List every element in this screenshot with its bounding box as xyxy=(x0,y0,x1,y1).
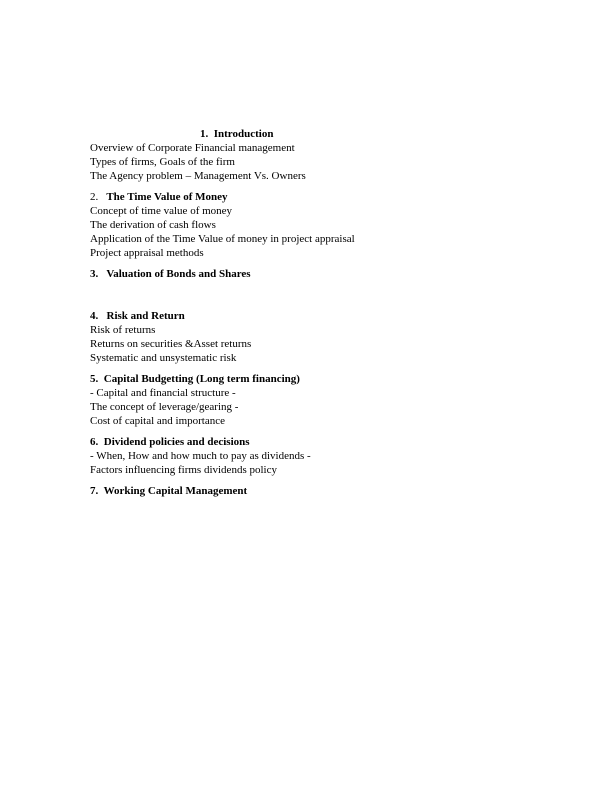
section-item: Factors influencing firms dividends policy xyxy=(90,464,277,476)
section-item: Concept of time value of money xyxy=(90,205,233,217)
section-number: 4. xyxy=(90,310,99,322)
section-number: 1. xyxy=(200,128,209,140)
section-working-capital xyxy=(90,484,530,498)
section-item: Returns on securities &Asset returns xyxy=(90,338,252,350)
section-title: Valuation of Bonds and Shares xyxy=(106,268,251,280)
section-heading xyxy=(90,309,530,323)
section-number: 6. xyxy=(90,436,99,448)
section-number: 7. xyxy=(90,485,99,497)
section-heading xyxy=(90,127,530,141)
section-heading xyxy=(90,267,530,281)
section-introduction xyxy=(90,127,530,183)
section-heading xyxy=(90,435,530,449)
section-title: Working Capital Management xyxy=(103,485,248,497)
section-title: Capital Budgetting (Long term financing) xyxy=(103,373,300,385)
section-item: Application of the Time Value of money in project appraisal xyxy=(90,233,355,245)
course-outline xyxy=(90,127,530,498)
section-item: The derivation of cash flows xyxy=(90,219,216,231)
section-item: - Capital and financial structure - xyxy=(90,387,236,399)
section-title: Introduction xyxy=(213,128,274,140)
section-heading xyxy=(90,484,530,498)
section-heading xyxy=(90,190,530,204)
section-item: - When, How and how much to pay as dividends - xyxy=(90,450,311,462)
section-title: Dividend policies and decisions xyxy=(103,436,250,448)
section-number: 2. xyxy=(90,191,99,203)
section-item: The Agency problem – Management Vs. Owners xyxy=(90,170,306,182)
section-item: Systematic and unsystematic risk xyxy=(90,352,237,364)
section-item: Project appraisal methods xyxy=(90,247,204,259)
section-heading xyxy=(90,372,530,386)
section-valuation-of-bonds xyxy=(90,267,530,281)
section-item: Overview of Corporate Financial management xyxy=(90,142,295,154)
section-time-value-of-money xyxy=(90,190,530,260)
section-risk-and-return xyxy=(90,309,530,365)
section-dividend-policies xyxy=(90,435,530,477)
section-item: Types of firms, Goals of the firm xyxy=(90,156,235,168)
section-capital-budgeting xyxy=(90,372,530,428)
section-number: 3. xyxy=(90,268,99,280)
section-number: 5. xyxy=(90,373,99,385)
section-title: Risk and Return xyxy=(106,310,185,322)
section-item: The concept of leverage/gearing - xyxy=(90,401,239,413)
section-title: The Time Value of Money xyxy=(106,191,228,203)
section-item: Risk of returns xyxy=(90,324,156,336)
section-item: Cost of capital and importance xyxy=(90,415,226,427)
